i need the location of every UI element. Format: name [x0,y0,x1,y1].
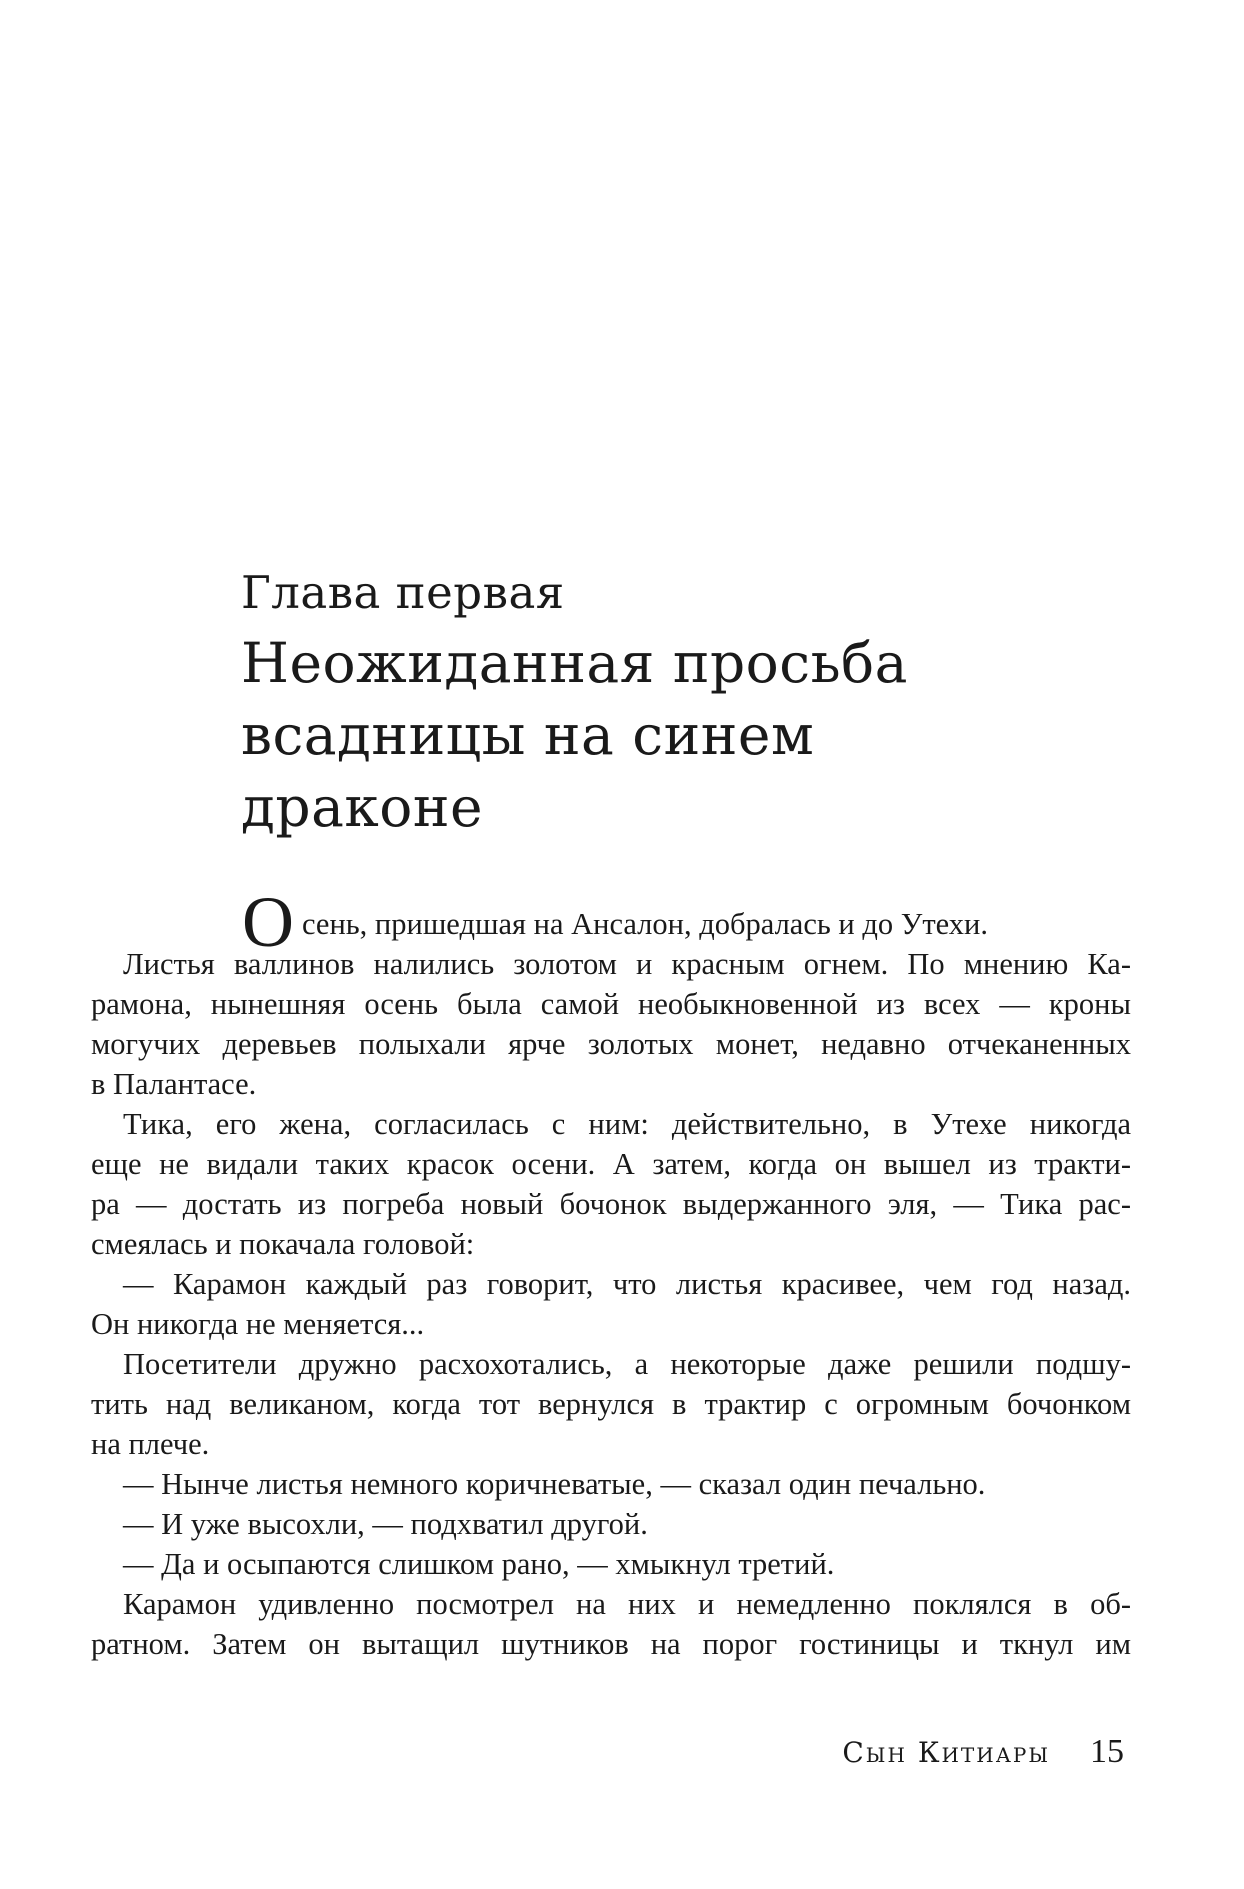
drop-cap: О [242,882,294,962]
chapter-label: Глава первая [241,566,565,619]
opening-line-text: сень, пришедшая на Ансалон, добралась и до Утехи. [302,907,988,941]
chapter-title-line: Неожиданная просьба [241,631,908,695]
text-line: смеялась и покачала головой: [91,1227,475,1261]
chapter-title-line: всадницы на синем [241,703,815,767]
text-line: еще не видали таких красок осени. А затем, когда он вышел из тракти- [91,1147,1131,1181]
running-title: Сын Китиары [842,1736,1050,1769]
text-line: Он никогда не меняется... [91,1307,425,1341]
paragraph [91,1264,1131,1344]
paragraph [91,1504,1131,1544]
text-line: Тика, его жена, согласилась с ним: действительно, в Утехе никогда [123,1107,1131,1141]
paragraph [91,1344,1131,1464]
text-line: могучих деревьев полыхали ярче золотых монет, недавно отчеканенных [91,1027,1131,1061]
text-line: — Да и осыпаются слишком рано, — хмыкнул третий. [123,1547,835,1581]
chapter-title-line: драконе [241,775,484,839]
text-line: в Палантасе. [91,1067,257,1101]
text-line: Посетители дружно расхохотались, а некоторые даже решили подшу- [123,1347,1131,1381]
paragraph [91,1544,1131,1584]
chapter-title [241,627,1121,843]
text-line: рамона, нынешняя осень была самой необыкновенной из всех — кроны [91,987,1131,1021]
paragraph [91,1104,1131,1264]
paragraph [91,1584,1131,1664]
text-line: — Нынче листья немного коричневатые, — сказал один печально. [123,1467,986,1501]
body-text [91,882,1131,1664]
page-number: 15 [1090,1733,1124,1770]
paragraph [91,944,1131,1104]
text-line: ратном. Затем он вытащил шутников на порог гостиницы и ткнул им [91,1627,1131,1661]
text-line: ра — достать из погреба новый бочонок выдержанного эля, — Тика рас- [91,1187,1131,1221]
text-line: Карамон удивленно посмотрел на них и немедленно поклялся в об- [123,1587,1131,1621]
text-line: Листья валлинов налились золотом и красным огнем. По мнению Ка- [123,947,1131,981]
text-line: — Карамон каждый раз говорит, что листья красивее, чем год назад. [123,1267,1131,1301]
opening-line [91,882,1131,962]
text-line: — И уже высохли, — подхватил другой. [123,1507,648,1541]
page-footer [842,1733,1124,1771]
text-line: тить над великаном, когда тот вернулся в трактир с огромным бочонком [91,1387,1131,1421]
chapter-heading [241,563,1121,843]
paragraph [91,1464,1131,1504]
text-line: на плече. [91,1427,210,1461]
